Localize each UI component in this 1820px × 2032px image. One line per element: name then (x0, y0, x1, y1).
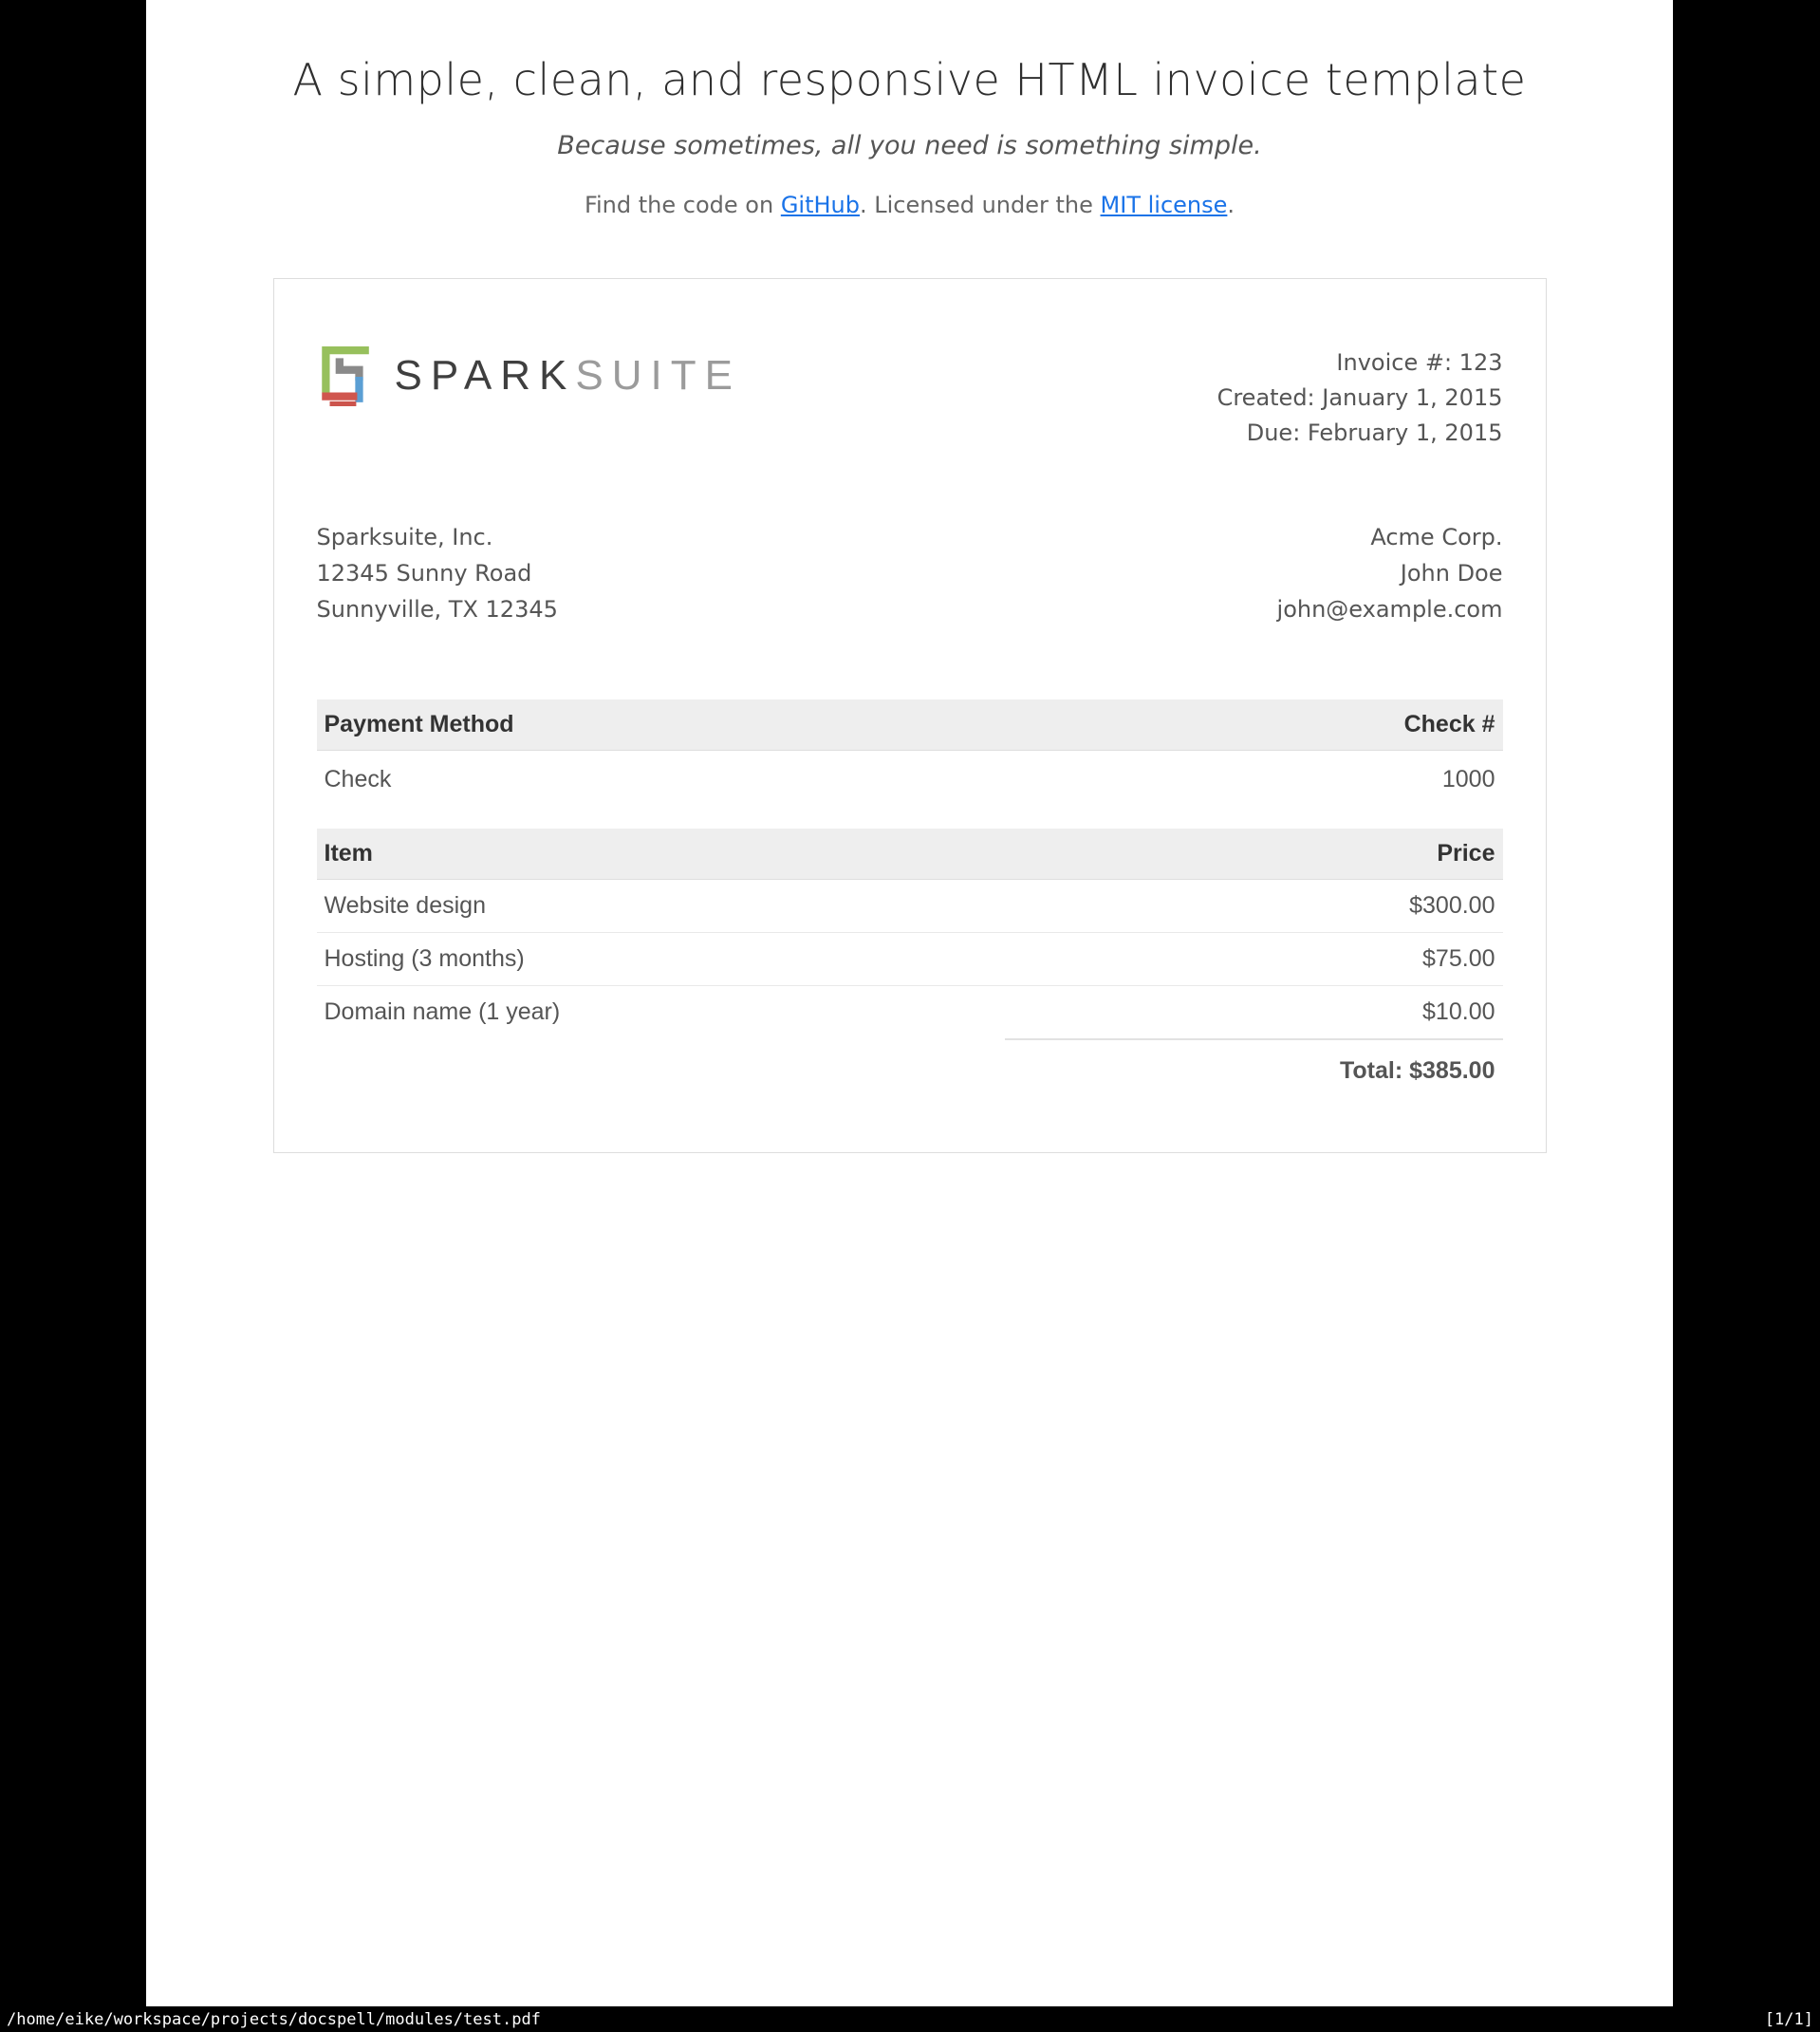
company-logo (317, 345, 741, 406)
payment-header-row (317, 699, 1503, 751)
sparksuite-logo-icon (317, 345, 372, 406)
item-name: Domain name (1 year) (324, 998, 561, 1025)
item-price: $75.00 (1005, 933, 1503, 986)
payment-method-value: Check (324, 766, 392, 792)
logo-text-primary: SPARK (394, 352, 576, 399)
recipient-name: John Doe (1400, 560, 1503, 587)
recipient-address (1277, 519, 1503, 627)
invoice-meta (1217, 345, 1503, 451)
payment-details-row (317, 751, 1503, 830)
links-prefix: Find the code on (584, 192, 781, 218)
invoice-number: Invoice #: 123 (1336, 349, 1503, 376)
links-suffix: . (1227, 192, 1235, 218)
recipient-company: Acme Corp. (1370, 524, 1503, 550)
invoice-due-date: Due: February 1, 2015 (1246, 419, 1503, 446)
page-title: A simple, clean, and responsive HTML invoice template (292, 54, 1527, 105)
pdf-viewer-statusbar (0, 2006, 1820, 2032)
check-number-header: Check # (1005, 699, 1503, 751)
total-spacer (317, 1039, 1005, 1097)
invoice-box (273, 278, 1547, 1153)
item-name: Hosting (3 months) (317, 933, 1005, 986)
address-section (317, 519, 1503, 627)
table-row (317, 880, 1503, 933)
logo-wordmark (395, 345, 741, 406)
logo-text-secondary: SUITE (575, 352, 741, 399)
item-price: $300.00 (1005, 880, 1503, 933)
mit-license-link[interactable]: MIT license (1100, 192, 1228, 218)
item-price: $10.00 (1422, 998, 1495, 1025)
table-row (317, 986, 1503, 1040)
page-subtitle: Because sometimes, all you need is something simple. (557, 131, 1262, 160)
invoice-table (317, 699, 1503, 1097)
links-line (146, 191, 1673, 219)
total-amount: Total: $385.00 (1005, 1039, 1503, 1097)
recipient-email: john@example.com (1276, 596, 1503, 623)
item-name: Website design (317, 880, 1005, 933)
price-header: Price (1005, 829, 1503, 880)
sender-street: 12345 Sunny Road (316, 560, 532, 587)
statusbar-page-indicator: [1/1] (1764, 2009, 1813, 2029)
total-row (317, 1039, 1503, 1097)
items-header-row (317, 829, 1503, 880)
invoice-created-date: Created: January 1, 2015 (1216, 384, 1503, 411)
invoice-header-row (317, 345, 1503, 451)
sender-city: Sunnyville, TX 12345 (316, 596, 558, 623)
statusbar-file-path: /home/eike/workspace/projects/docspell/modules/test.pdf (7, 2009, 541, 2029)
payment-method-header: Payment Method (317, 699, 1005, 751)
sender-address (317, 519, 558, 627)
item-header: Item (317, 829, 1005, 880)
sender-company: Sparksuite, Inc. (316, 524, 493, 550)
check-number-value: 1000 (1441, 766, 1495, 792)
pdf-page (146, 0, 1673, 2006)
table-row (317, 933, 1503, 986)
links-middle: . Licensed under the (859, 192, 1101, 218)
github-link[interactable]: GitHub (780, 192, 860, 218)
